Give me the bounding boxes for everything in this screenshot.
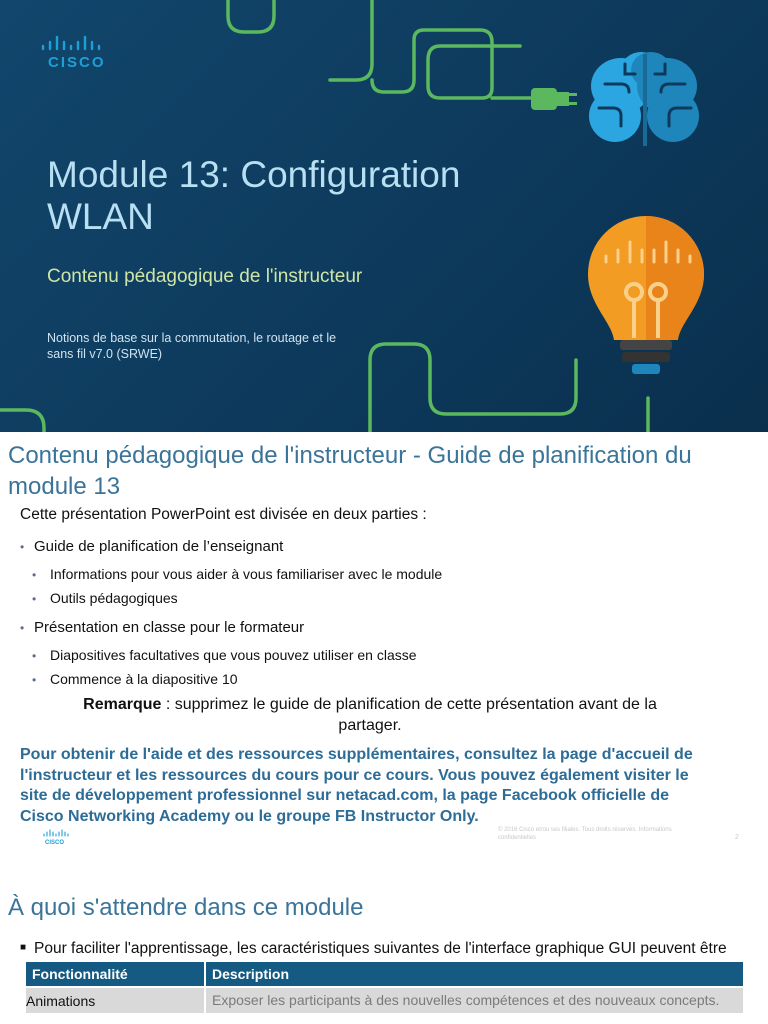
bullet-label: Diapositives facultatives que vous pouvez utiliser en classe [50,647,417,663]
page-number: 2 [735,834,739,841]
list-item [20,619,304,636]
list-item [20,938,740,958]
column-header: Description [205,962,744,987]
column-header: Fonctionnalité [26,962,205,987]
bullet-label: Informations pour vous aider à vous familiariser avec le module [50,566,443,582]
bullet-label: Pour faciliter l'apprentissage, les caractéristiques suivantes de l'interface graphique GUI peuvent être [34,940,727,957]
table-header-row [26,962,744,987]
remark-note [50,694,690,736]
table-row [26,987,744,1013]
description-cell: Exposer les participants à des nouvelles compétences et des nouveaux concepts. [205,987,744,1013]
title-slide [0,0,768,432]
cisco-footer-logo-icon [42,829,72,847]
bullet-icon: • [32,649,37,663]
remark-label: Remarque [83,696,162,713]
bullet-label: Présentation en classe pour le formateur [34,619,305,636]
slide-title: Module 13: Configuration WLAN [47,154,461,237]
bullet-icon: • [32,673,37,687]
feature-cell: Animations [26,987,205,1013]
course-name: Notions de base sur la commutation, le routage et le sans fil v7.0 (SRWE) [47,331,337,361]
lightbulb-icon [586,212,706,392]
list-item [20,538,283,555]
copyright-text: © 2016 Cisco et/ou ses filiales. Tous droits réservés. Informations confidentielles [498,827,672,841]
list-item [32,566,442,582]
module-expectations-title: À quoi s'attendre dans ce module [8,894,364,921]
list-item [32,590,178,606]
intro-text: Cette présentation PowerPoint est divisée en deux parties : [20,506,427,523]
slide-subtitle: Contenu pédagogique de l'instructeur [47,266,363,287]
bullet-icon: • [20,540,25,554]
list-item [32,647,417,663]
features-table [26,962,745,1013]
remark-text: : supprimez le guide de planification de cette présentation avant de la partager. [161,696,657,734]
cisco-wordmark: CISCO [48,54,106,71]
bullet-label: Guide de planification de l’enseignant [34,538,284,555]
bullet-label: Commence à la diapositive 10 [50,671,238,687]
bullet-icon: • [32,568,37,582]
planning-guide-title: Contenu pédagogique de l'instructeur - Guide de planification du module 13 [8,442,692,500]
bullet-label: Outils pédagogiques [50,590,178,606]
list-item [32,671,238,687]
brain-icon [585,44,705,156]
bullet-icon: • [32,592,37,606]
footer-logo-text: CISCO [45,840,65,846]
square-bullet-icon: ■ [20,942,27,953]
bullet-icon: • [20,621,25,635]
help-resources-text: Pour obtenir de l'aide et des ressources supplémentaires, consultez la page d'accueil de l'instructeur et les ressources du cours pour ce cours. Vous pouvez également visiter le site de développement professionnel sur netacad.com, la page Facebook officielle de Cisco Networking Academy ou le groupe FB Instructor Only. [20,746,693,825]
